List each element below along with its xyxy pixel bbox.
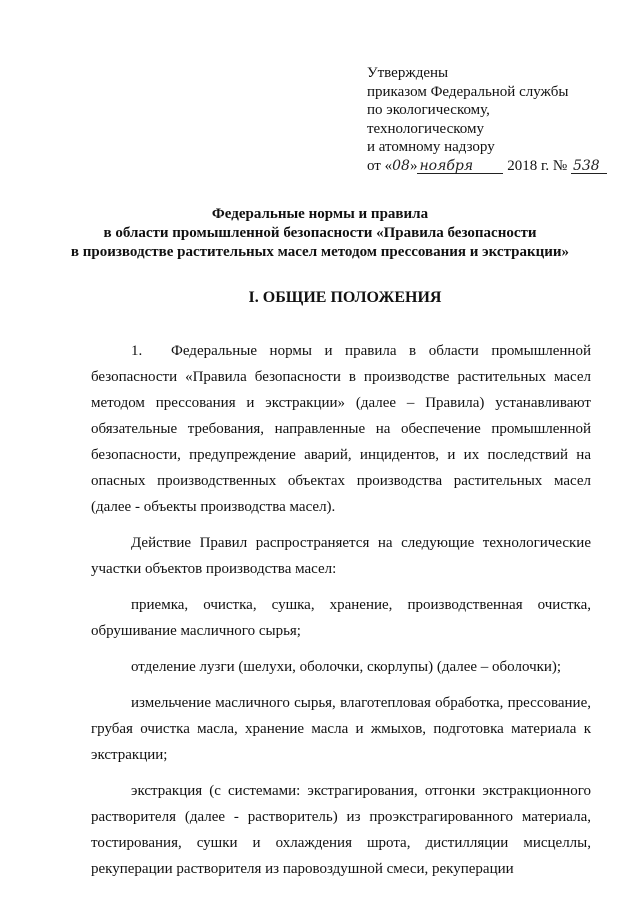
- handwritten-month: ноября: [417, 159, 503, 174]
- paragraph-1-text: Федеральные нормы и правила в области промышленной безопасности «Правила безопасности в производстве растительных масел методом прессования и экстракции» (далее – Правила) устанавливают обязательные требования, направленные на обеспечение промышленной безопасности, предупреждение аварий, инцидентов, и их последствий на опасных производственных объектах производства растительных масел (далее - объекты производства масел).: [91, 343, 591, 515]
- approval-block: [367, 64, 607, 175]
- paragraph-number: 1.: [131, 343, 143, 359]
- year-number-label: 2018 г. №: [507, 157, 568, 174]
- title-line: в производстве растительных масел методом прессования и экстракции»: [70, 244, 570, 260]
- title-line: Федеральные нормы и правила: [211, 206, 429, 222]
- approval-line: технологическому: [367, 120, 484, 137]
- approval-date-line: [367, 157, 607, 176]
- document-title: [0, 205, 640, 262]
- handwritten-order-number: 538: [571, 159, 607, 174]
- paragraph-1: [91, 338, 591, 520]
- paragraph-2: Действие Правил распространяется на следующие технологические участки объектов производства масел:: [91, 535, 591, 577]
- paragraph-3: приемка, очистка, сушка, хранение, производственная очистка, обрушивание масличного сырья;: [91, 597, 591, 639]
- handwritten-day: 08: [392, 157, 410, 174]
- approval-line: и атомному надзору: [367, 139, 495, 155]
- title-line: в области промышленной безопасности «Правила безопасности: [103, 225, 537, 241]
- paragraph-6: экстракция (с системами: экстрагирования, отгонки экстракционного растворителя (далее - растворитель) из проэкстрагированного материала, тостирования, сушки и охлаждения шрота, дистилляции мисцеллы, рекуперации растворителя из паровоздушной смеси, рекуперации: [91, 783, 591, 877]
- date-prefix: от «: [367, 157, 393, 174]
- paragraph-5: измельчение масличного сырья, влаготепловая обработка, прессование, грубая очистка масла, хранение масла и жмыхов, подготовка материала к экстракции;: [91, 695, 591, 763]
- approval-line: Утверждены: [367, 65, 449, 81]
- approval-line: приказом Федеральной службы: [367, 83, 569, 100]
- paragraph-4: отделение лузги (шелухи, оболочки, скорлупы) (далее – оболочки);: [131, 659, 562, 675]
- section-heading: I. ОБЩИЕ ПОЛОЖЕНИЯ: [248, 289, 442, 306]
- date-quote: »: [409, 157, 418, 174]
- approval-line: по экологическому,: [367, 102, 490, 118]
- document-body: [91, 338, 591, 885]
